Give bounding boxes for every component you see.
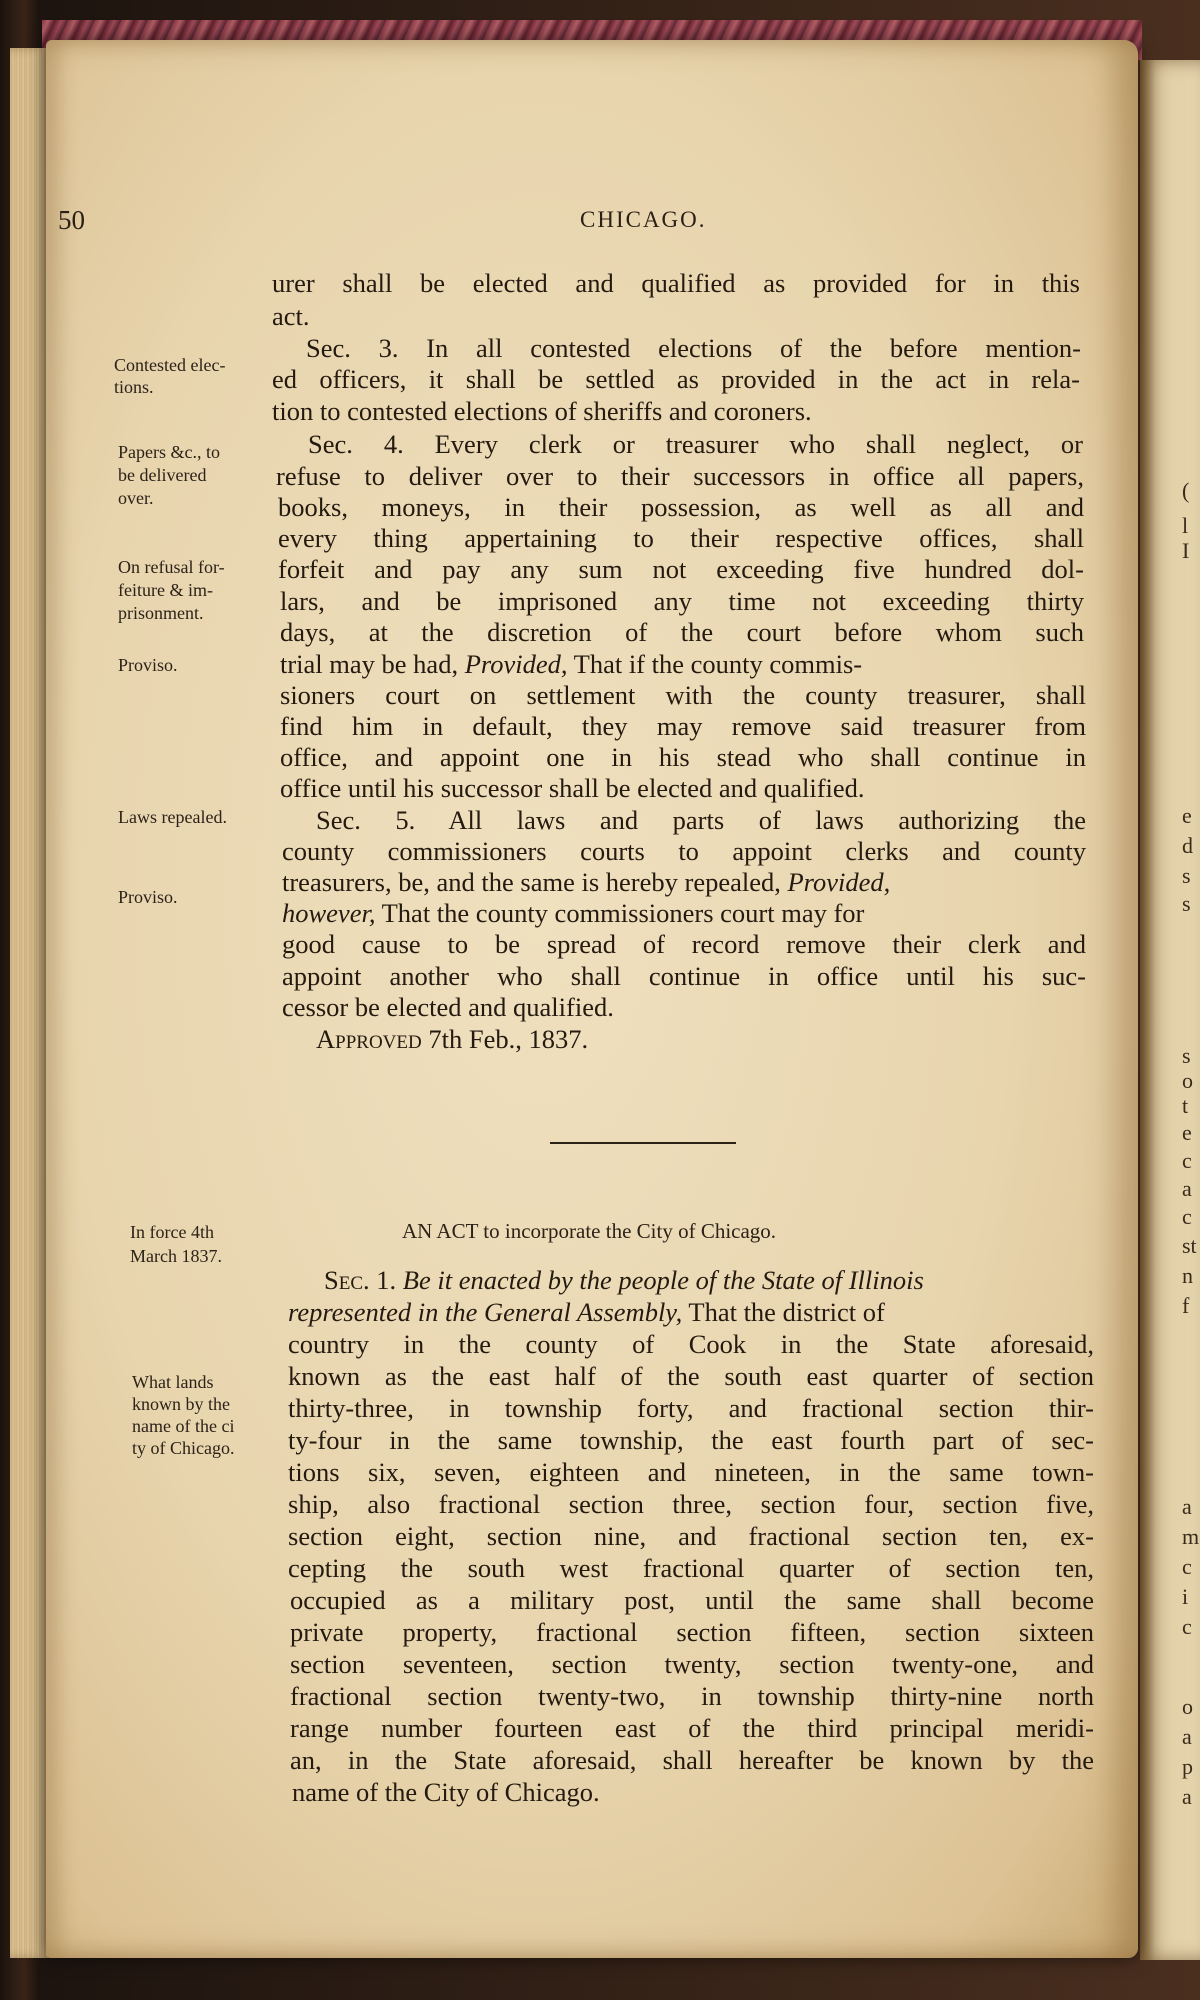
act-line: range number fourteen east of the third principal meridi- xyxy=(290,1713,1094,1743)
facing-page-fragment: s xyxy=(1182,1043,1191,1068)
page-edges xyxy=(10,48,48,1958)
section-label: Sec. 1. xyxy=(324,1265,397,1295)
section-5-line: Sec. 5. All laws and parts of laws authorizing the xyxy=(316,805,1086,835)
facing-page-fragment: c xyxy=(1182,1614,1192,1639)
body-line: sioners court on settlement with the county treasurer, shall xyxy=(280,680,1086,710)
body-line: every thing appertaining to their respective offices, shall xyxy=(278,523,1084,553)
facing-page-fragment: f xyxy=(1182,1293,1190,1318)
margin-note: March 1837. xyxy=(130,1246,222,1266)
facing-page-fragment: I xyxy=(1182,538,1190,563)
facing-page-fragment: a xyxy=(1182,1494,1192,1519)
text-run: treasurers, be, and the same is hereby repealed, xyxy=(282,867,788,897)
facing-page-fragment: a xyxy=(1182,1176,1192,1201)
act-line: tions six, seven, eighteen and nineteen, in the same town- xyxy=(288,1457,1094,1487)
act-heading: AN ACT to incorporate the City of Chicago. xyxy=(402,1219,777,1243)
running-head xyxy=(0,205,1200,239)
margin-note: In force 4th xyxy=(130,1222,214,1242)
enacting-clause: represented in the General Assembly, xyxy=(288,1297,683,1327)
body-line: find him in default, they may remove said treasurer from xyxy=(280,711,1086,741)
provided-italic: Provided, xyxy=(464,649,568,679)
margin-note: Contested elec- xyxy=(114,355,226,375)
body-line: days, at the discretion of the court before whom such xyxy=(280,617,1084,647)
facing-page-fragment: c xyxy=(1182,1204,1192,1229)
act-section-1-line xyxy=(324,1265,1094,1296)
margin-note: What lands xyxy=(132,1372,214,1392)
body-line: appoint another who shall continue in office until his suc- xyxy=(282,961,1086,991)
body-line: good cause to be spread of record remove their clerk and xyxy=(282,929,1086,959)
facing-page-fragment: ( xyxy=(1182,478,1190,503)
body-line: forfeit and pay any sum not exceeding five hundred dol- xyxy=(278,554,1084,584)
act-line: section eight, section nine, and fractional section ten, ex- xyxy=(288,1521,1094,1551)
body-line: ed officers, it shall be settled as provided in the act in rela- xyxy=(272,364,1080,394)
text-run: That if the county commis- xyxy=(567,649,863,679)
facing-page-fragment: e xyxy=(1182,1120,1192,1145)
margin-note: Laws repealed. xyxy=(118,807,227,827)
facing-page-fragment: m xyxy=(1182,1524,1200,1549)
however-italic: however, xyxy=(282,898,376,928)
margin-note: Papers &c., to xyxy=(118,442,220,462)
facing-page-fragment: i xyxy=(1182,1584,1189,1609)
act-line: known as the east half of the south east quarter of section xyxy=(288,1361,1094,1391)
facing-page-fragment: c xyxy=(1182,1148,1192,1173)
section-divider xyxy=(550,1142,736,1144)
margin-note: ty of Chicago. xyxy=(132,1438,235,1458)
facing-page-fragment: st xyxy=(1182,1233,1197,1258)
facing-page-fragment: t xyxy=(1182,1093,1189,1118)
facing-page-fragment: e xyxy=(1182,803,1192,828)
facing-page-fragment: a xyxy=(1182,1784,1192,1809)
margin-note: known by the xyxy=(132,1394,230,1414)
body-line: books, moneys, in their possession, as well as all and xyxy=(278,492,1084,522)
act-line: thirty-three, in township forty, and fractional section thir- xyxy=(288,1393,1094,1423)
act-line: ty-four in the same township, the east fourth part of sec- xyxy=(288,1425,1094,1455)
facing-page-fragment: s xyxy=(1182,863,1191,888)
body-line: act. xyxy=(272,301,310,331)
act-line: name of the City of Chicago. xyxy=(292,1777,600,1807)
facing-page-fragment: p xyxy=(1182,1754,1193,1779)
facing-page-fragment: o xyxy=(1182,1068,1193,1093)
margin-note: over. xyxy=(118,488,154,508)
body-line: county commissioners courts to appoint clerks and county xyxy=(282,836,1086,866)
approved-label: Approved xyxy=(316,1024,422,1054)
page-number: 50 xyxy=(58,205,85,235)
body-line: tion to contested elections of sheriffs and coroners. xyxy=(272,396,812,426)
margin-note: tions. xyxy=(114,377,154,397)
act-line: fractional section twenty-two, in township thirty-nine north xyxy=(290,1681,1094,1711)
running-title: CHICAGO. xyxy=(580,207,707,232)
facing-page-fragment: o xyxy=(1182,1694,1193,1719)
body-line: office until his successor shall be elected and qualified. xyxy=(280,773,865,803)
act-line: private property, fractional section fifteen, section sixteen xyxy=(290,1617,1094,1647)
body-line xyxy=(280,649,1086,680)
act-line xyxy=(288,1297,1094,1328)
facing-page-fragment: d xyxy=(1182,833,1193,858)
body-line: office, and appoint one in his stead who shall continue in xyxy=(280,742,1086,772)
margin-note: be delivered xyxy=(118,465,207,485)
margin-note: Proviso. xyxy=(118,655,178,675)
section-3-line: Sec. 3. In all contested elections of the before mention- xyxy=(306,333,1081,363)
enacting-clause: Be it enacted by the people of the State of Illinois xyxy=(396,1265,924,1295)
body-line: cessor be elected and qualified. xyxy=(282,992,614,1022)
act-line: an, in the State aforesaid, shall hereafter be known by the xyxy=(290,1745,1094,1775)
text-run: That the county commissioners court may for xyxy=(375,898,865,928)
act-line: ship, also fractional section three, section four, section five, xyxy=(288,1489,1094,1519)
act-line: section seventeen, section twenty, section twenty-one, and xyxy=(290,1649,1094,1679)
body-line: refuse to deliver over to their successors in office all papers, xyxy=(276,461,1084,491)
provided-italic: Provided, xyxy=(787,867,891,897)
facing-page-fragment: n xyxy=(1182,1263,1193,1288)
act-line: country in the county of Cook in the State aforesaid, xyxy=(288,1329,1094,1359)
facing-page-fragment: a xyxy=(1182,1724,1192,1749)
facing-page-fragment: s xyxy=(1182,891,1191,916)
approval-line xyxy=(316,1024,816,1055)
margin-note: On refusal for- xyxy=(118,557,225,577)
margin-note: name of the ci xyxy=(132,1416,235,1436)
text-run: That the district of xyxy=(682,1297,885,1327)
body-line: lars, and be imprisoned any time not exceeding thirty xyxy=(280,586,1084,616)
section-4-line: Sec. 4. Every clerk or treasurer who shall neglect, or xyxy=(308,429,1083,459)
facing-page-fragment: c xyxy=(1182,1554,1192,1579)
approval-date: 7th Feb., 1837. xyxy=(421,1024,589,1054)
act-line: cepting the south west fractional quarter of section ten, xyxy=(288,1553,1094,1583)
margin-note: prisonment. xyxy=(118,603,204,623)
facing-page-edge xyxy=(1140,60,1200,1960)
body-line: urer shall be elected and qualified as provided for in this xyxy=(272,268,1080,298)
body-line xyxy=(282,898,1086,929)
facing-page-fragment: l xyxy=(1182,513,1189,538)
margin-note: feiture & im- xyxy=(118,580,213,600)
margin-note: Proviso. xyxy=(118,887,178,907)
act-line: occupied as a military post, until the same shall become xyxy=(290,1585,1094,1615)
text-run: trial may be had, xyxy=(280,649,465,679)
body-line xyxy=(282,867,1086,898)
